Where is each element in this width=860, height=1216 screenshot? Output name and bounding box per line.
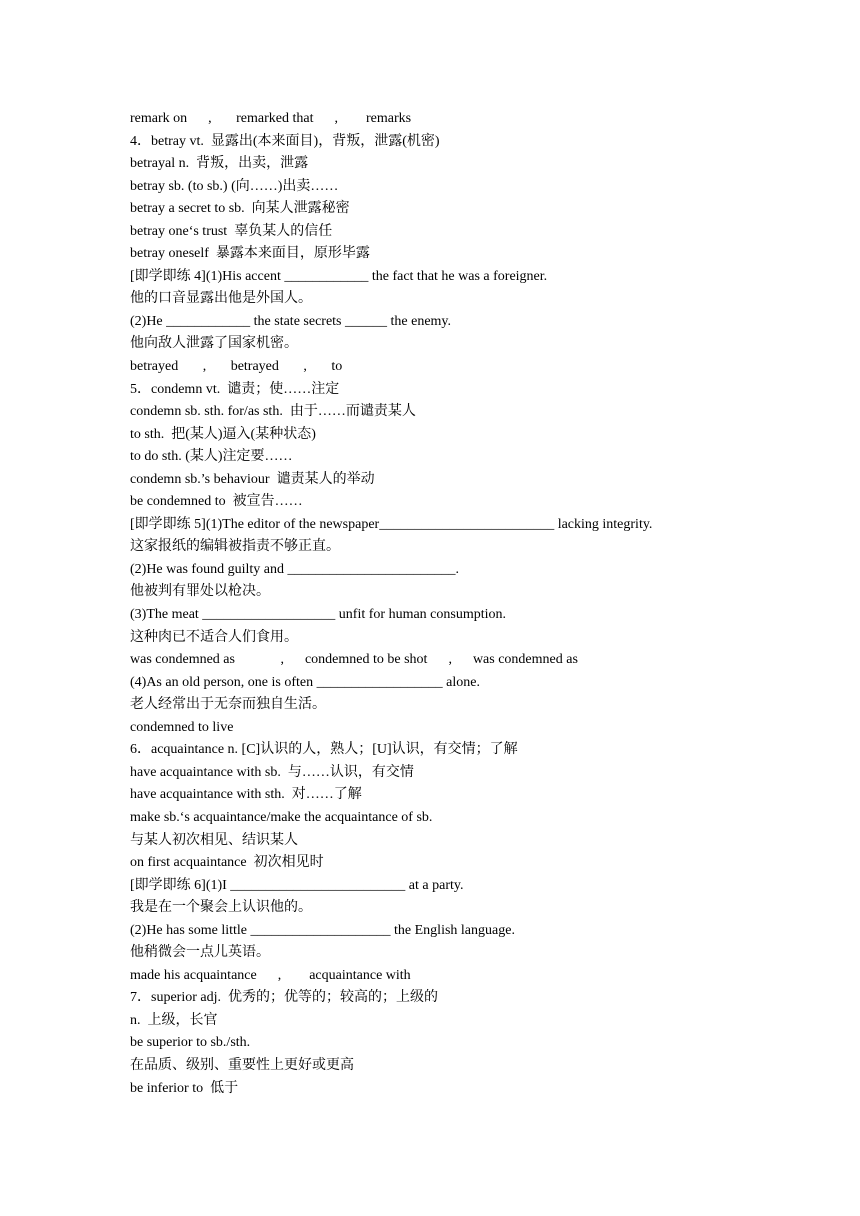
vocab-heading-condemn: 5．condemn vt. 谴责；使……注定 bbox=[130, 381, 340, 397]
exercise-translation: 他向敌人泄露了国家机密。 bbox=[130, 336, 298, 352]
exercise-question: (3)The meat ___________________ unfit for human consumption. bbox=[130, 607, 506, 623]
vocab-entry: make sb.‘s acquaintance/make the acquaintance of sb. bbox=[130, 809, 433, 825]
answer-line: betrayed , betrayed , to bbox=[130, 359, 343, 375]
exercise-question: (2)He was found guilty and ________________________. bbox=[130, 561, 459, 577]
vocab-entry: betrayal n. 背叛，出卖，泄露 bbox=[130, 156, 309, 172]
vocab-entry: betray oneself 暴露本来面目，原形毕露 bbox=[130, 246, 370, 262]
vocab-entry: on first acquaintance 初次相见时 bbox=[130, 855, 324, 871]
exercise-translation: 他被判有罪处以枪决。 bbox=[130, 584, 270, 600]
exercise-question: (2)He has some little ____________________ the English language. bbox=[130, 922, 515, 938]
answer-line: was condemned as , condemned to be shot , was condemned as bbox=[130, 652, 578, 668]
vocab-entry: be condemned to 被宣告…… bbox=[130, 494, 303, 510]
exercise-question: [即学即练 4](1)His accent ____________ the fact that he was a foreigner. bbox=[130, 268, 548, 284]
vocab-heading-superior: 7．superior adj. 优秀的；优等的；较高的；上级的 bbox=[130, 990, 438, 1006]
vocab-entry: n. 上级，长官 bbox=[130, 1012, 218, 1028]
exercise-question: (4)As an old person, one is often __________________ alone. bbox=[130, 674, 480, 690]
vocab-heading-acquaintance: 6．acquaintance n. [C]认识的人，熟人；[U]认识，有交情；了解 bbox=[130, 742, 518, 758]
exercise-question: [即学即练 6](1)I _________________________ at a party. bbox=[130, 877, 464, 893]
answer-line: remark on , remarked that , remarks bbox=[130, 111, 412, 126]
vocab-heading-betray: 4．betray vt. 显露出(本来面目)，背叛，泄露(机密) bbox=[130, 133, 440, 149]
exercise-translation: 老人经常出于无奈而独自生活。 bbox=[130, 697, 326, 713]
vocab-entry: condemn sb.’s behaviour 谴责某人的举动 bbox=[130, 471, 375, 487]
vocab-entry: 在品质、级别、重要性上更好或更高 bbox=[130, 1057, 354, 1073]
vocab-entry: betray one‘s trust 辜负某人的信任 bbox=[130, 223, 333, 239]
vocab-entry: be superior to sb./sth. bbox=[130, 1035, 251, 1051]
document-body bbox=[130, 109, 770, 1101]
vocab-entry: betray a secret to sb. 向某人泄露秘密 bbox=[130, 201, 350, 217]
vocab-entry: to do sth. (某人)注定要…… bbox=[130, 449, 293, 465]
vocab-entry: 与某人初次相见、结识某人 bbox=[130, 832, 298, 848]
vocab-entry: have acquaintance with sb. 与……认识，有交情 bbox=[130, 764, 414, 780]
exercise-question: [即学即练 5](1)The editor of the newspaper_________________________ lacking integrity. bbox=[130, 516, 653, 532]
answer-line: made his acquaintance , acquaintance with bbox=[130, 967, 411, 983]
exercise-translation: 他的口音显露出他是外国人。 bbox=[130, 291, 312, 307]
vocab-entry: to sth. 把(某人)逼入(某种状态) bbox=[130, 426, 316, 442]
exercise-translation: 他稍微会一点儿英语。 bbox=[130, 945, 270, 961]
exercise-translation: 我是在一个聚会上认识他的。 bbox=[130, 900, 312, 916]
exercise-translation: 这家报纸的编辑被指责不够正直。 bbox=[130, 539, 340, 555]
exercise-question: (2)He ____________ the state secrets ______ the enemy. bbox=[130, 313, 452, 329]
vocab-entry: condemn sb. sth. for/as sth. 由于……而谴责某人 bbox=[130, 404, 416, 420]
exercise-translation: 这种肉已不适合人们食用。 bbox=[130, 629, 298, 645]
vocab-entry: be inferior to 低于 bbox=[130, 1080, 239, 1096]
answer-line: condemned to live bbox=[130, 719, 234, 735]
vocab-entry: betray sb. (to sb.) (向……)出卖…… bbox=[130, 178, 339, 194]
vocab-entry: have acquaintance with sth. 对……了解 bbox=[130, 787, 362, 803]
